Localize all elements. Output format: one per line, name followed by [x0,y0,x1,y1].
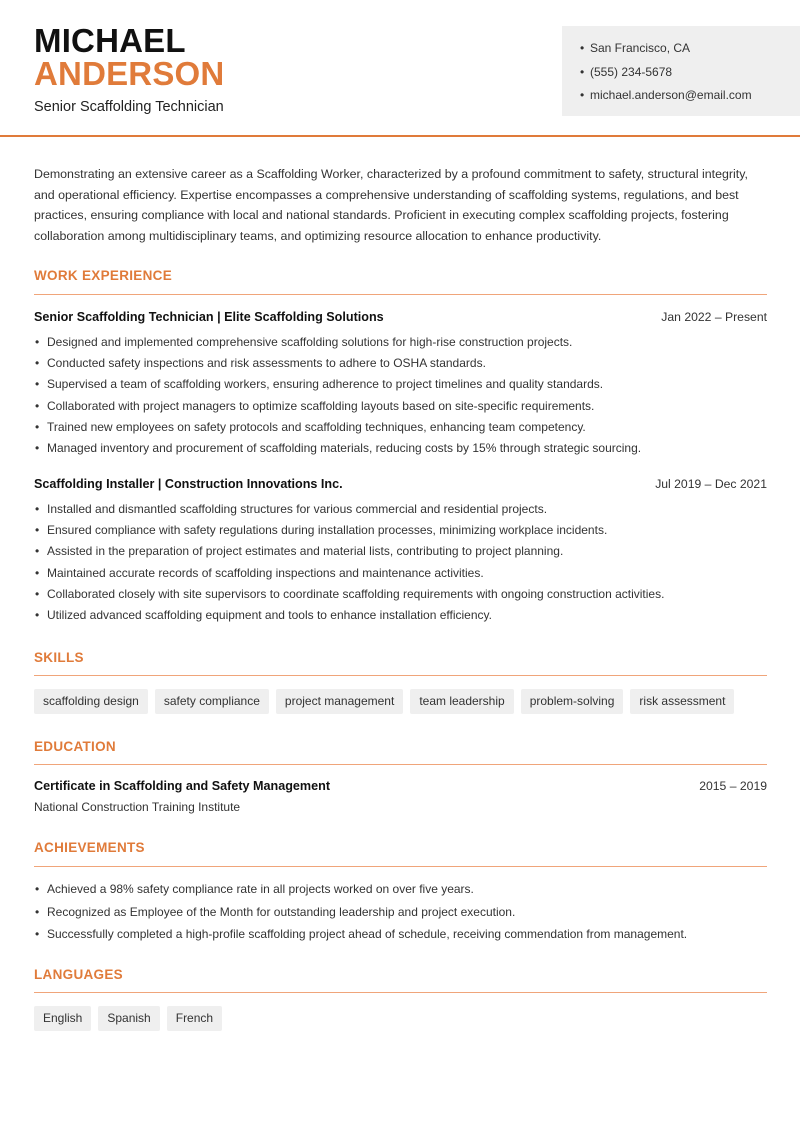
contact-email[interactable]: • michael.anderson@email.com [580,84,752,108]
job-bullet-list [34,499,774,626]
last-name: ANDERSON [34,55,225,92]
education-degree: Certificate in Scaffolding and Safety Management [34,779,331,793]
skill-chip: safety compliance [155,689,269,714]
contact-list [580,37,752,108]
skill-chip: team leadership [410,689,513,714]
list-item: • Collaborated closely with site supervisors to coordinate scaffolding requirements with ongoing construction activities. [34,584,774,605]
list-item: • Ensured compliance with safety regulations during installation processes, minimizing workplace incidents. [34,520,774,541]
section-divider [34,294,767,295]
list-item: • Trained new employees on safety protocols and scaffolding techniques, enhancing team competency. [34,417,774,438]
skills-chip-row [34,689,734,714]
skill-chip: scaffolding design [34,689,148,714]
summary-paragraph: Demonstrating an extensive career as a Scaffolding Worker, characterized by a profound commitment to safety, structural integrity, and operational efficiency. Expertise encompasses a comprehensive understanding of scaffolding systems, regulations, and best practices, ensuring compliance with local and national standards. Proficient in executing complex scaffolding projects, fostering collaboration among multidisciplinary teams, and optimizing resource allocation to enhance productivity. [34,167,748,244]
contact-phone: • (555) 234-5678 [580,61,752,85]
list-item: • Successfully completed a high-profile scaffolding project ahead of schedule, receiving commendation from management. [34,923,774,946]
list-item: • Recognized as Employee of the Month for outstanding leadership and project execution. [34,901,774,924]
job-dates: Jul 2019 – Dec 2021 [655,477,767,491]
section-title-achievements: ACHIEVEMENTS [34,840,145,855]
job-dates: Jan 2022 – Present [661,310,767,324]
contact-location: • San Francisco, CA [580,37,752,61]
language-chip: French [167,1006,222,1031]
section-title-languages: LANGUAGES [34,967,123,982]
language-chip: English [34,1006,91,1031]
achievements-list [34,878,774,946]
job-heading: Senior Scaffolding Technician | Elite Scaffolding Solutions [34,310,384,324]
section-title-education: EDUCATION [34,739,116,754]
section-divider [34,866,767,867]
list-item: • Conducted safety inspections and risk assessments to adhere to OSHA standards. [34,353,774,374]
section-divider [34,992,767,993]
language-chip: Spanish [98,1006,159,1031]
section-divider [34,764,767,765]
section-title-work: WORK EXPERIENCE [34,268,173,283]
list-item: • Designed and implemented comprehensive scaffolding solutions for high-rise construction projects. [34,332,774,353]
list-item: • Utilized advanced scaffolding equipment and tools to enhance installation efficiency. [34,605,774,626]
list-item: • Supervised a team of scaffolding workers, ensuring adherence to project timelines and quality standards. [34,374,774,395]
list-item: • Assisted in the preparation of project estimates and material lists, contributing to project planning. [34,541,774,562]
contact-box [562,26,800,116]
list-item: • Managed inventory and procurement of scaffolding materials, reducing costs by 15% through strategic sourcing. [34,438,774,459]
job-heading: Scaffolding Installer | Construction Innovations Inc. [34,477,343,491]
languages-chip-row [34,1006,222,1031]
first-name: MICHAEL [34,22,186,59]
list-item: • Installed and dismantled scaffolding structures for various commercial and residential projects. [34,499,774,520]
list-item: • Collaborated with project managers to optimize scaffolding layouts based on site-specific requirements. [34,396,774,417]
section-divider [34,675,767,676]
resume-header [0,0,800,137]
section-title-skills: SKILLS [34,650,84,665]
education-dates: 2015 – 2019 [699,779,767,793]
list-item: • Achieved a 98% safety compliance rate in all projects worked on over five years. [34,878,774,901]
job-bullet-list [34,332,774,459]
skill-chip: risk assessment [630,689,734,714]
skill-chip: project management [276,689,403,714]
skill-chip: problem-solving [521,689,624,714]
job-title: Senior Scaffolding Technician [34,99,224,115]
list-item: • Maintained accurate records of scaffolding inspections and maintenance activities. [34,563,774,584]
education-school: National Construction Training Institute [34,800,241,814]
